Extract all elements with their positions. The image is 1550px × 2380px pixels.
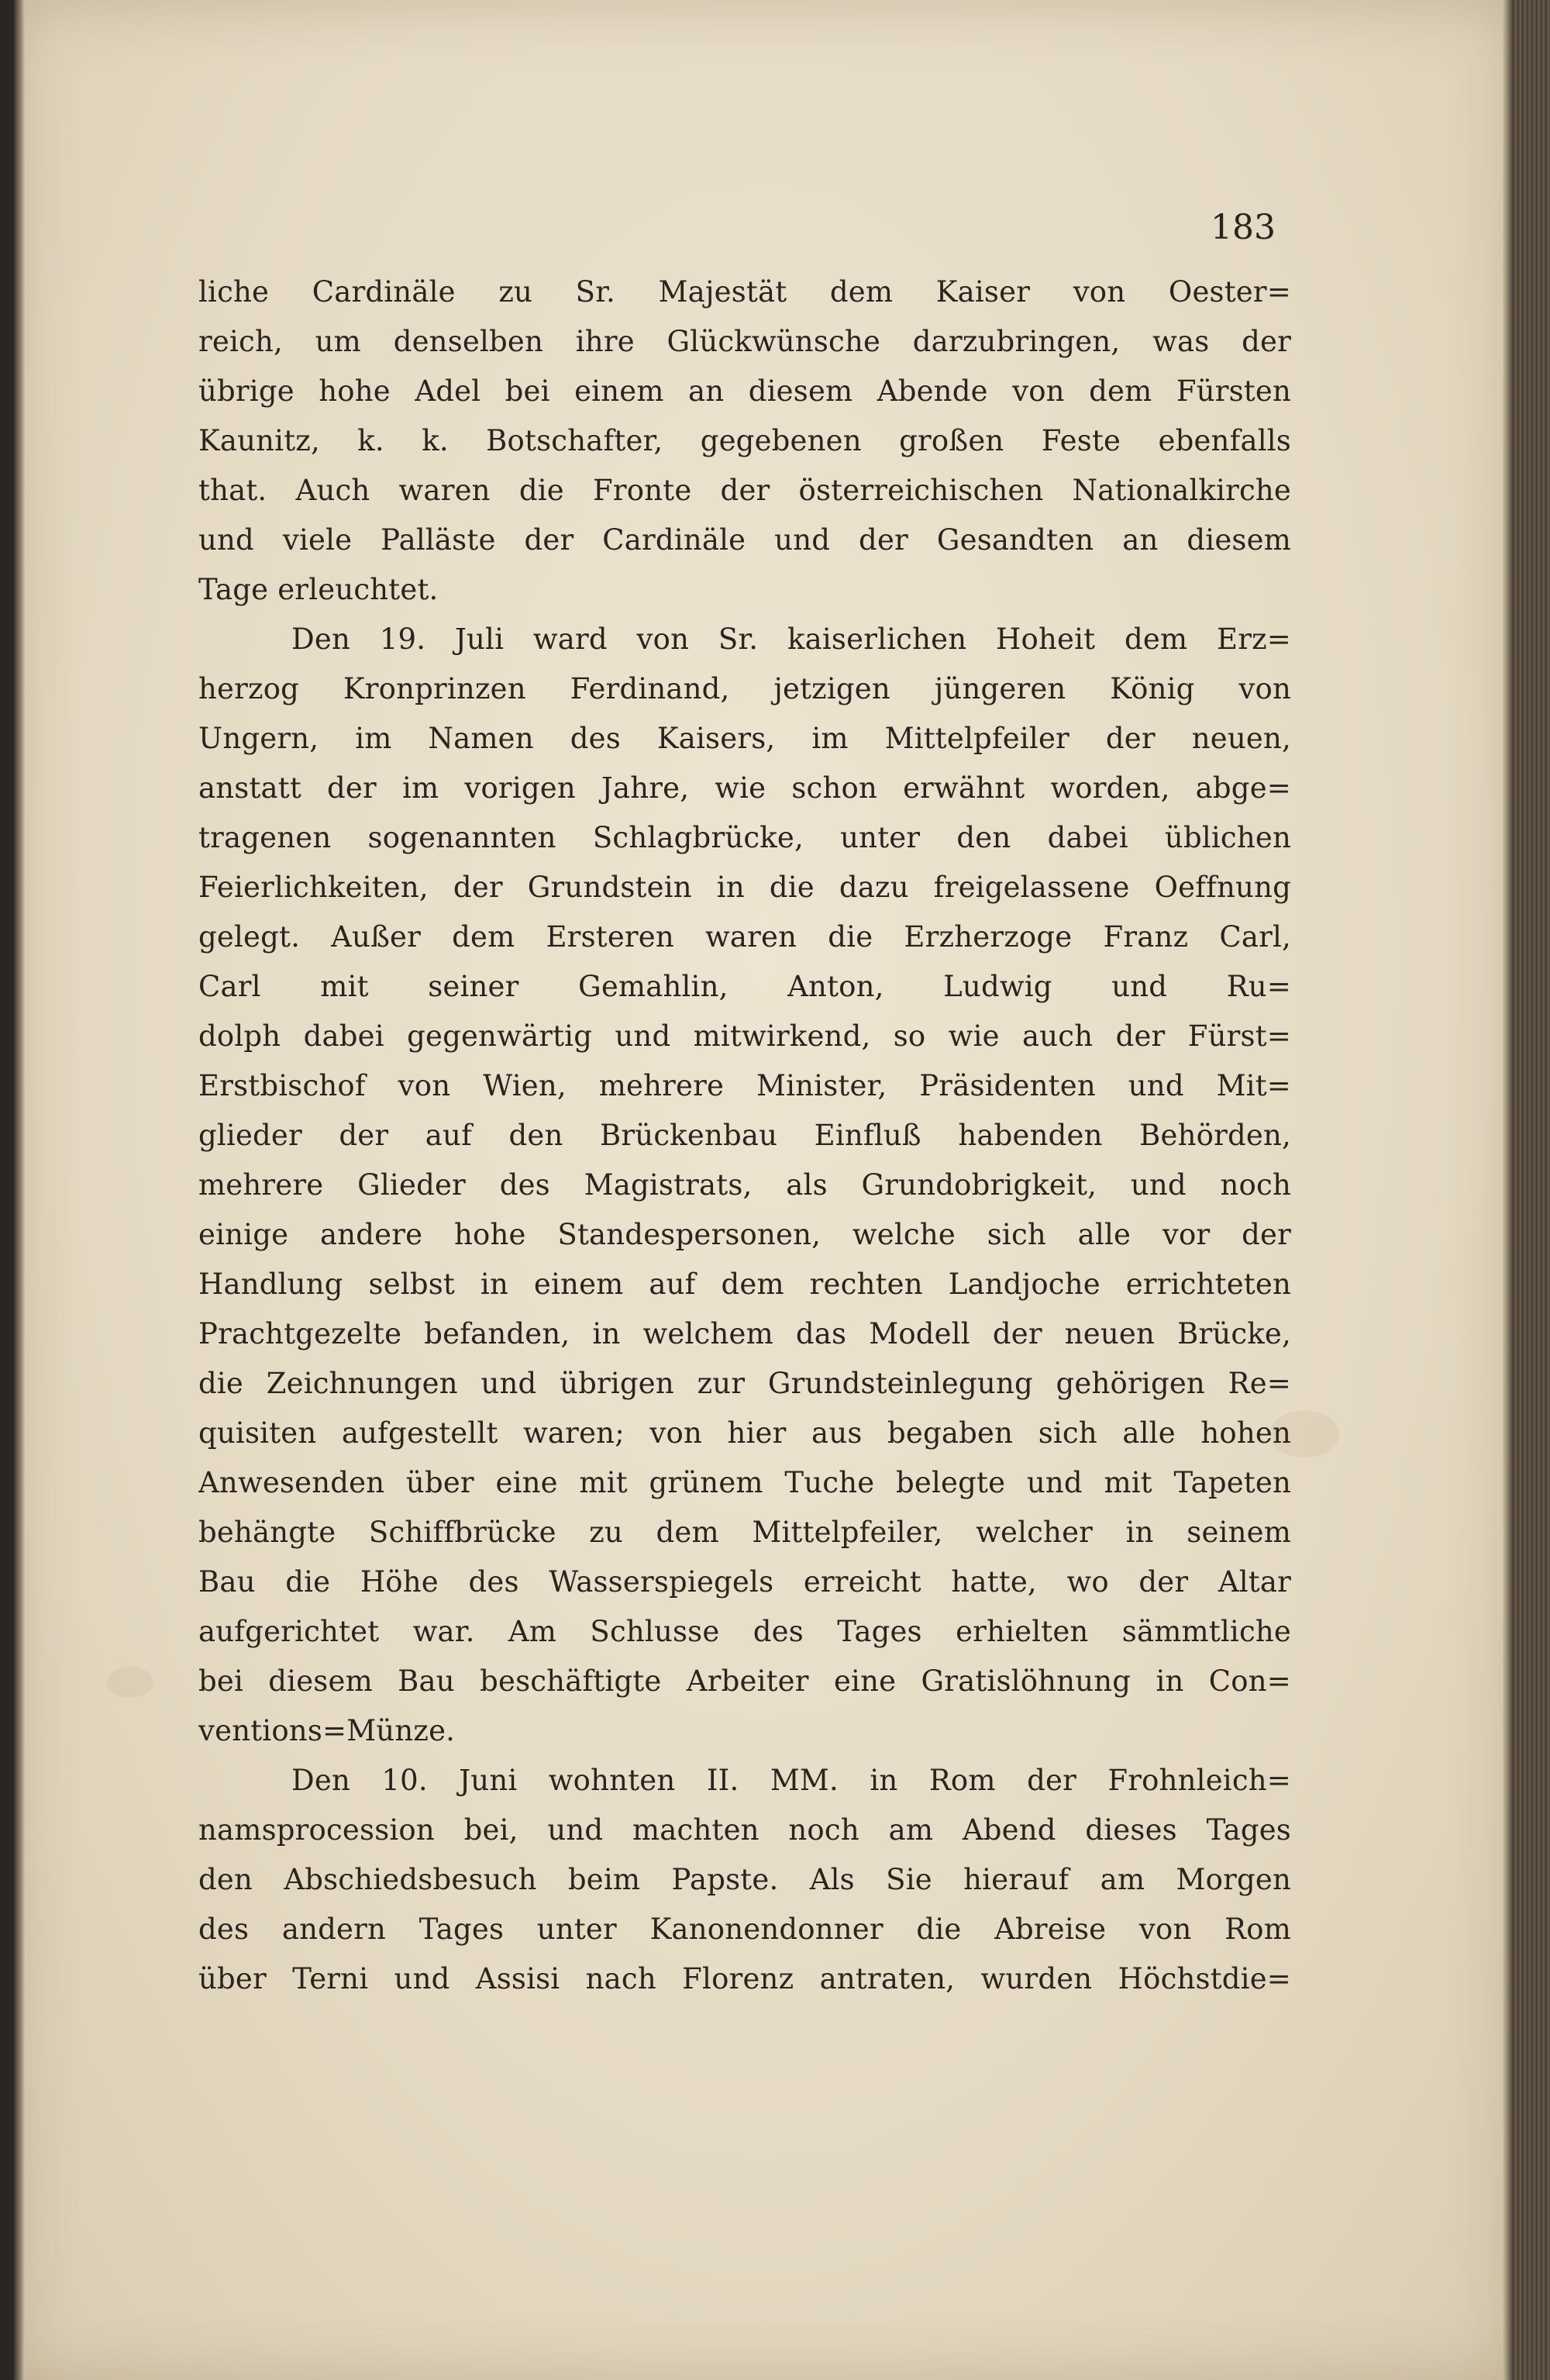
text-line: den Abschiedsbesuch beim Papste. Als Sie hierauf am Morgen	[198, 1863, 1291, 1896]
text-line: Feierlichkeiten, der Grundstein in die dazu freigelassene Oeffnung	[198, 871, 1291, 904]
text-line: Carl mit seiner Gemahlin, Anton, Ludwig und Ru=	[198, 970, 1291, 1003]
text-line: quisiten aufgestellt waren; von hier aus begaben sich alle hohen	[198, 1416, 1291, 1450]
text-line: mehrere Glieder des Magistrats, als Grundobrigkeit, und noch	[198, 1168, 1291, 1202]
text-line: namsprocession bei, und machten noch am Abend dieses Tages	[198, 1813, 1291, 1847]
text-line: liche Cardinäle zu Sr. Majestät dem Kaiser von Oester=	[198, 275, 1291, 309]
page-sheet	[14, 0, 1514, 2380]
paragraph	[198, 615, 1291, 1756]
paragraph	[198, 267, 1291, 615]
text-line: Tage erleuchtet.	[198, 573, 439, 606]
text-line: die Zeichnungen und übrigen zur Grundsteinlegung gehörigen Re=	[198, 1367, 1291, 1400]
text-line: Den 10. Juni wohnten II. MM. in Rom der Frohnleich=	[291, 1764, 1291, 1797]
text-line: Handlung selbst in einem auf dem rechten Landjoche errichteten	[198, 1268, 1291, 1301]
text-line: gelegt. Außer dem Ersteren waren die Erzherzoge Franz Carl,	[198, 920, 1291, 954]
text-line: des andern Tages unter Kanonendonner die Abreise von Rom	[198, 1913, 1291, 1946]
text-line: reich, um denselben ihre Glückwünsche darzubringen, was der	[198, 325, 1291, 358]
text-line: that. Auch waren die Fronte der österreichischen Nationalkirche	[198, 474, 1291, 507]
text-line: aufgerichtet war. Am Schlusse des Tages erhielten sämmtliche	[198, 1615, 1291, 1648]
paragraph	[198, 1756, 1291, 2004]
text-line: ventions=Münze.	[198, 1714, 456, 1747]
page-number: 183	[1211, 208, 1276, 247]
page-right-edge	[1503, 0, 1514, 2380]
text-line: Ungern, im Namen des Kaisers, im Mittelpfeiler der neuen,	[198, 722, 1291, 755]
text-line: übrige hohe Adel bei einem an diesem Abende von dem Fürsten	[198, 374, 1291, 408]
text-line: glieder der auf den Brückenbau Einfluß habenden Behörden,	[198, 1119, 1291, 1152]
text-line: und viele Palläste der Cardinäle und der Gesandten an diesem	[198, 523, 1291, 557]
text-line: Den 19. Juli ward von Sr. kaiserlichen Hoheit dem Erz=	[291, 623, 1291, 656]
text-line: herzog Kronprinzen Ferdinand, jetzigen jüngeren König von	[198, 672, 1291, 705]
text-line: Erstbischof von Wien, mehrere Minister, Präsidenten und Mit=	[198, 1069, 1291, 1102]
text-line: anstatt der im vorigen Jahre, wie schon erwähnt worden, abge=	[198, 771, 1291, 805]
book-fore-edge	[1514, 0, 1550, 2380]
body-text	[198, 267, 1291, 2004]
text-line: bei diesem Bau beschäftigte Arbeiter eine Gratislöhnung in Con=	[198, 1664, 1291, 1698]
text-line: Prachtgezelte befanden, in welchem das Modell der neuen Brücke,	[198, 1317, 1291, 1350]
text-line: tragenen sogenannten Schlagbrücke, unter den dabei üblichen	[198, 821, 1291, 854]
text-line: dolph dabei gegenwärtig und mitwirkend, so wie auch der Fürst=	[198, 1019, 1291, 1053]
text-line: Kaunitz, k. k. Botschafter, gegebenen großen Feste ebenfalls	[198, 424, 1291, 457]
text-line: einige andere hohe Standespersonen, welche sich alle vor der	[198, 1218, 1291, 1251]
paper-stain	[107, 1667, 153, 1698]
text-line: Bau die Höhe des Wasserspiegels erreicht hatte, wo der Altar	[198, 1565, 1291, 1599]
gutter-shadow	[14, 0, 25, 2380]
text-line: behängte Schiffbrücke zu dem Mittelpfeiler, welcher in seinem	[198, 1516, 1291, 1549]
text-line: Anwesenden über eine mit grünem Tuche belegte und mit Tapeten	[198, 1466, 1291, 1499]
text-line: über Terni und Assisi nach Florenz antraten, wurden Höchstdie=	[198, 1962, 1291, 1995]
